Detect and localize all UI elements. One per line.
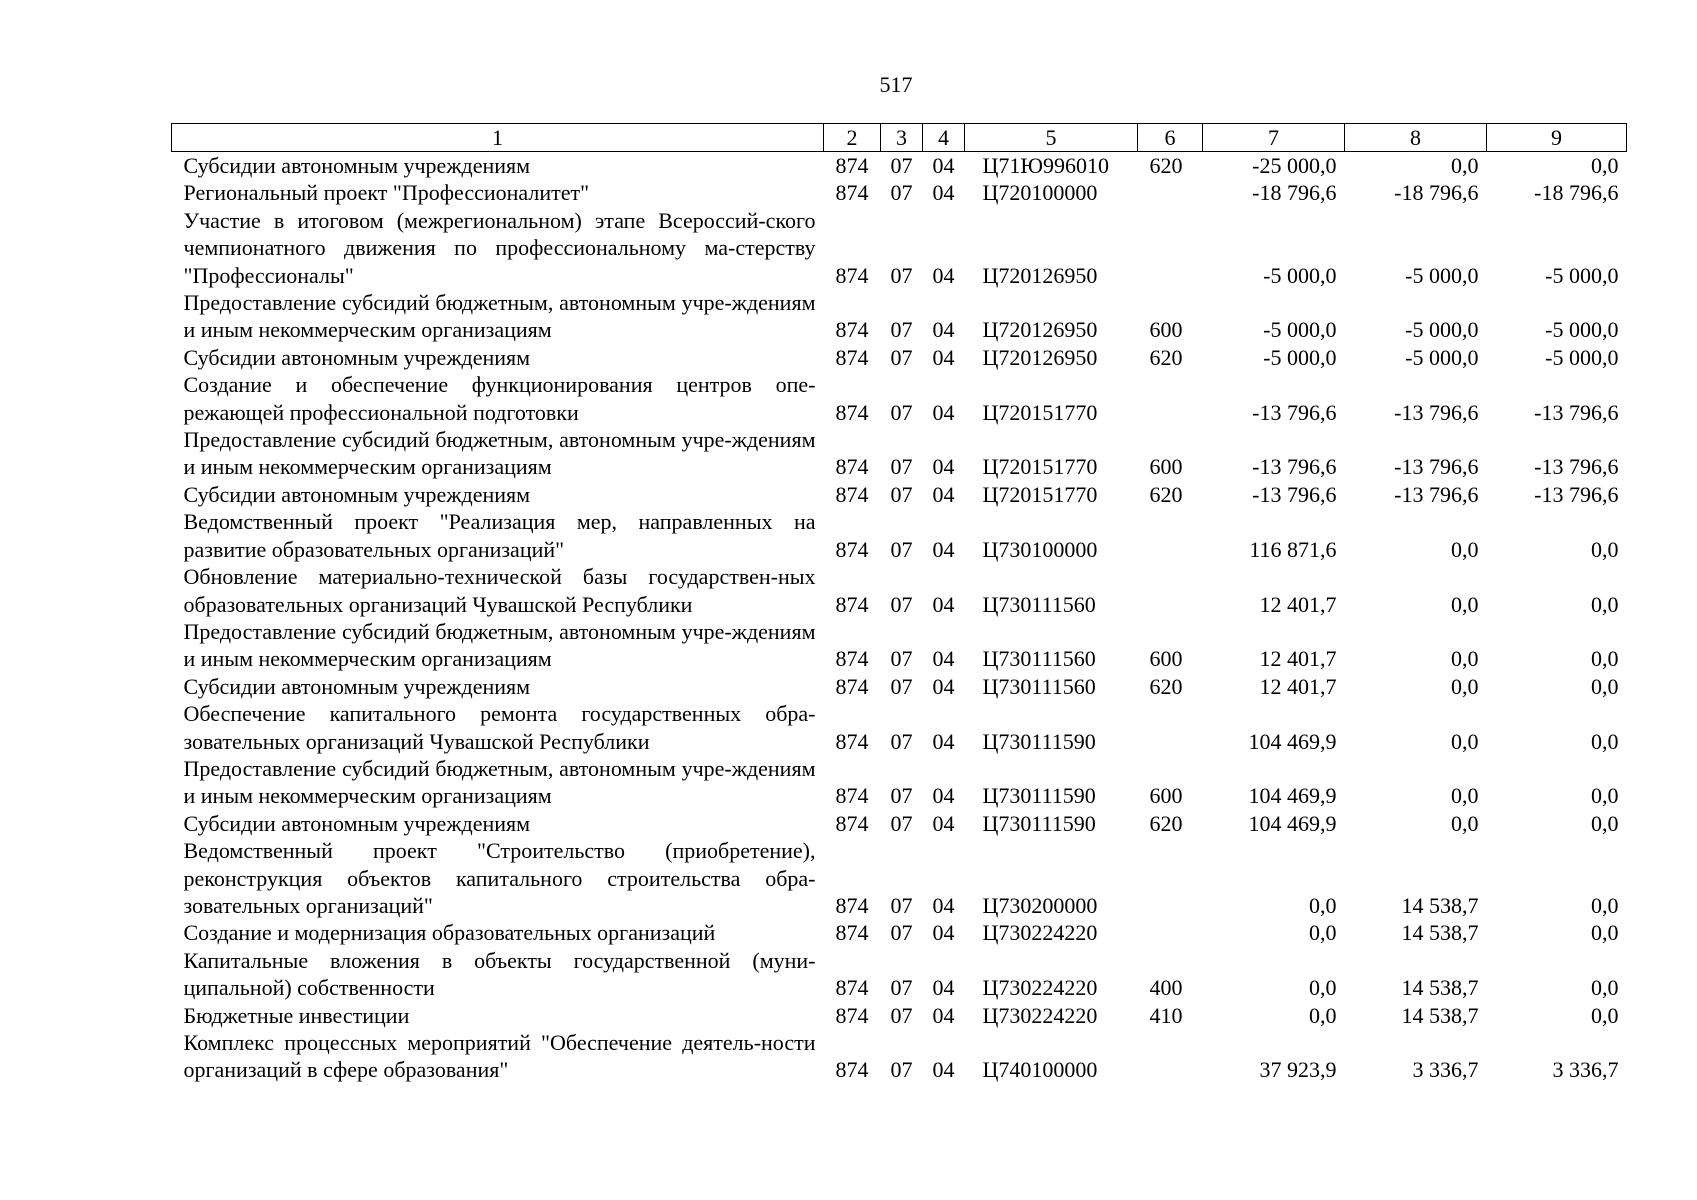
amount-col-8: -5 000,0 (1405, 317, 1479, 343)
target-article-code: Ц730224220 (982, 920, 1098, 946)
target-article-code: Ц730111590 (982, 728, 1096, 754)
ministry-code: 874 (835, 153, 869, 178)
ministry-code: 874 (835, 536, 869, 562)
ministry-code: 874 (835, 892, 869, 918)
item-name: Региональный проект "Профессионалитет" (183, 180, 590, 206)
amount-col-8: 0,0 (1451, 153, 1479, 178)
page-number: 517 (879, 72, 913, 97)
target-article-code: Ц730111590 (982, 810, 1096, 836)
section-code: 07 (890, 646, 913, 672)
expense-type-code: 600 (1149, 317, 1183, 343)
column-number-9: 9 (1487, 124, 1627, 152)
column-number-7: 7 (1203, 124, 1345, 152)
target-article-code: Ц720126950 (982, 317, 1098, 343)
item-name: Бюджетные инвестиции (183, 1002, 410, 1028)
target-article-code: Ц730200000 (982, 892, 1098, 918)
ministry-code: 874 (835, 810, 869, 836)
target-article-code: Ц730224220 (982, 975, 1098, 1001)
amount-col-9: 0,0 (1591, 536, 1619, 562)
amount-col-9: -13 796,6 (1534, 481, 1619, 507)
expense-type-code: 620 (1149, 153, 1183, 178)
amount-col-7: -5 000,0 (1263, 262, 1337, 288)
target-article-code: Ц730111560 (982, 673, 1096, 699)
amount-col-8: 14 538,7 (1401, 920, 1479, 946)
amount-col-8: 0,0 (1451, 646, 1479, 672)
amount-col-9: 0,0 (1591, 1002, 1619, 1028)
amount-col-9: 0,0 (1591, 591, 1619, 617)
amount-col-7: 12 401,7 (1259, 646, 1337, 672)
section-code: 07 (890, 344, 913, 370)
target-article-code: Ц720151770 (982, 481, 1098, 507)
table-row (172, 1002, 1627, 1029)
amount-col-8: 14 538,7 (1401, 892, 1479, 918)
subsection-code: 04 (932, 673, 955, 699)
amount-col-9: 0,0 (1591, 646, 1619, 672)
subsection-code: 04 (932, 728, 955, 754)
target-article-code: Ц720100000 (982, 180, 1098, 206)
amount-col-8: -5 000,0 (1405, 262, 1479, 288)
table-row (172, 947, 1627, 1002)
ministry-code: 874 (835, 591, 869, 617)
table-row (172, 481, 1627, 508)
item-name: Субсидии автономным учреждениям (183, 344, 531, 370)
amount-col-7: 0,0 (1309, 975, 1337, 1001)
expense-type-code: 620 (1149, 481, 1183, 507)
section-code: 07 (890, 673, 913, 699)
amount-col-7: -25 000,0 (1252, 153, 1337, 178)
item-name: Участие в итоговом (межрегиональном) этапе Всероссий-ского чемпионатного движения по профессиональному ма-стерству "Профессионалы" (183, 207, 816, 288)
section-code: 07 (890, 399, 913, 425)
target-article-code: Ц730111560 (982, 646, 1096, 672)
amount-col-9: 0,0 (1591, 920, 1619, 946)
section-code: 07 (890, 810, 913, 836)
amount-col-7: 0,0 (1309, 920, 1337, 946)
target-article-code: Ц730111560 (982, 591, 1096, 617)
subsection-code: 04 (932, 536, 955, 562)
item-name: Субсидии автономным учреждениям (183, 810, 531, 836)
ministry-code: 874 (835, 180, 869, 206)
expense-type-code (1138, 207, 1203, 289)
amount-col-9: 0,0 (1591, 892, 1619, 918)
expense-type-code (1138, 700, 1203, 755)
expense-type-code (1138, 1029, 1203, 1084)
section-code: 07 (890, 153, 913, 178)
ministry-code: 874 (835, 481, 869, 507)
expense-type-code: 600 (1149, 454, 1183, 480)
expense-type-code: 620 (1149, 673, 1183, 699)
ministry-code: 874 (835, 728, 869, 754)
item-name: Комплекс процессных мероприятий "Обеспечение деятель-ности организаций в сфере образования" (183, 1030, 816, 1083)
item-name: Ведомственный проект "Строительство (приобретение), реконструкция объектов капитального строительства обра-зовательных организаций" (183, 838, 816, 918)
section-code: 07 (890, 920, 913, 946)
column-number-1: 1 (172, 124, 824, 152)
target-article-code: Ц730224220 (982, 1002, 1098, 1028)
ministry-code: 874 (835, 783, 869, 809)
expense-type-code: 600 (1149, 783, 1183, 809)
item-name: Создание и обеспечение функционирования центров опе-режающей профессиональной подготовки (183, 372, 816, 425)
amount-col-8: -13 796,6 (1394, 481, 1479, 507)
ministry-code: 874 (835, 1002, 869, 1028)
item-name: Создание и модернизация образовательных организаций (183, 920, 716, 946)
amount-col-8: 0,0 (1451, 673, 1479, 699)
item-name: Обеспечение капитального ремонта государственных обра-зовательных организаций Чувашской Республики (183, 701, 816, 754)
amount-col-8: 0,0 (1451, 728, 1479, 754)
ministry-code: 874 (835, 673, 869, 699)
target-article-code: Ц720126950 (982, 262, 1098, 288)
table-row (172, 673, 1627, 700)
expense-type-code: 620 (1149, 344, 1183, 370)
column-number-3: 3 (881, 124, 923, 152)
table-row (172, 344, 1627, 371)
subsection-code: 04 (932, 646, 955, 672)
amount-col-8: -13 796,6 (1394, 399, 1479, 425)
section-code: 07 (890, 180, 913, 206)
amount-col-7: 0,0 (1309, 892, 1337, 918)
subsection-code: 04 (932, 920, 955, 946)
section-code: 07 (890, 317, 913, 343)
subsection-code: 04 (932, 1057, 955, 1083)
header-row (172, 124, 1627, 152)
ministry-code: 874 (835, 344, 869, 370)
amount-col-9: -13 796,6 (1534, 399, 1619, 425)
section-code: 07 (890, 783, 913, 809)
table-row (172, 508, 1627, 563)
table-row (172, 755, 1627, 810)
section-code: 07 (890, 262, 913, 288)
amount-col-7: 12 401,7 (1259, 591, 1337, 617)
expense-type-code (1138, 371, 1203, 426)
amount-col-7: -13 796,6 (1252, 481, 1337, 507)
subsection-code: 04 (932, 317, 955, 343)
table-row (172, 371, 1627, 426)
table-row (172, 207, 1627, 289)
subsection-code: 04 (932, 1002, 955, 1028)
table-row (172, 289, 1627, 344)
ministry-code: 874 (835, 317, 869, 343)
amount-col-7: -5 000,0 (1263, 317, 1337, 343)
table-row (172, 919, 1627, 946)
item-name: Предоставление субсидий бюджетным, автономным учре-ждениям и иным некоммерческим организациям (183, 290, 816, 343)
table-row (172, 810, 1627, 837)
table-body (172, 152, 1627, 1084)
table-row (172, 152, 1627, 180)
table-row (172, 1029, 1627, 1084)
amount-col-7: 12 401,7 (1259, 673, 1337, 699)
amount-col-9: -5 000,0 (1545, 344, 1619, 370)
column-number-4: 4 (923, 124, 965, 152)
subsection-code: 04 (932, 591, 955, 617)
ministry-code: 874 (835, 1057, 869, 1083)
amount-col-7: -18 796,6 (1252, 180, 1337, 206)
item-name: Субсидии автономным учреждениям (183, 481, 531, 507)
amount-col-9: 0,0 (1591, 673, 1619, 699)
column-number-6: 6 (1138, 124, 1203, 152)
amount-col-8: 3 336,7 (1412, 1057, 1479, 1083)
target-article-code: Ц730100000 (982, 536, 1098, 562)
target-article-code: Ц740100000 (982, 1057, 1098, 1083)
section-code: 07 (890, 892, 913, 918)
amount-col-9: 0,0 (1591, 728, 1619, 754)
column-number-8: 8 (1345, 124, 1487, 152)
subsection-code: 04 (932, 783, 955, 809)
amount-col-8: -5 000,0 (1405, 344, 1479, 370)
subsection-code: 04 (932, 153, 955, 178)
amount-col-8: 0,0 (1451, 591, 1479, 617)
table-row (172, 700, 1627, 755)
item-name: Субсидии автономным учреждениям (183, 153, 531, 178)
target-article-code: Ц730111590 (982, 783, 1096, 809)
amount-col-9: 3 336,7 (1552, 1057, 1619, 1083)
subsection-code: 04 (932, 180, 955, 206)
amount-col-9: -5 000,0 (1545, 262, 1619, 288)
table-row (172, 179, 1627, 206)
table-row (172, 426, 1627, 481)
amount-col-7: 104 469,9 (1248, 810, 1337, 836)
amount-col-8: 14 538,7 (1401, 975, 1479, 1001)
amount-col-8: -18 796,6 (1394, 180, 1479, 206)
expense-type-code: 620 (1149, 810, 1183, 836)
section-code: 07 (890, 481, 913, 507)
amount-col-8: -13 796,6 (1394, 454, 1479, 480)
item-name: Капитальные вложения в объекты государственной (муни-ципальной) собственности (183, 947, 816, 1001)
amount-col-7: -13 796,6 (1252, 454, 1337, 480)
section-code: 07 (890, 454, 913, 480)
ministry-code: 874 (835, 646, 869, 672)
subsection-code: 04 (932, 810, 955, 836)
table-header (172, 124, 1627, 152)
target-article-code: Ц720151770 (982, 399, 1098, 425)
ministry-code: 874 (835, 454, 869, 480)
subsection-code: 04 (932, 344, 955, 370)
section-code: 07 (890, 728, 913, 754)
amount-col-7: -13 796,6 (1252, 399, 1337, 425)
amount-col-8: 0,0 (1451, 783, 1479, 809)
target-article-code: Ц720126950 (982, 344, 1098, 370)
item-name: Предоставление субсидий бюджетным, автономным учре-ждениям и иным некоммерческим организациям (183, 427, 816, 480)
expense-type-code (1138, 919, 1203, 946)
item-name: Субсидии автономным учреждениям (183, 673, 531, 699)
column-number-5: 5 (965, 124, 1138, 152)
ministry-code: 874 (835, 262, 869, 288)
target-article-code: Ц720151770 (982, 454, 1098, 480)
subsection-code: 04 (932, 481, 955, 507)
subsection-code: 04 (932, 892, 955, 918)
target-article-code: Ц71Ю996010 (982, 153, 1109, 178)
expense-type-code (1138, 563, 1203, 618)
amount-col-9: -18 796,6 (1534, 180, 1619, 206)
amount-col-9: 0,0 (1591, 153, 1619, 178)
column-number-2: 2 (824, 124, 881, 152)
subsection-code: 04 (932, 454, 955, 480)
amount-col-8: 14 538,7 (1401, 1002, 1479, 1028)
section-code: 07 (890, 536, 913, 562)
amount-col-9: 0,0 (1591, 783, 1619, 809)
amount-col-7: 104 469,9 (1248, 783, 1337, 809)
amount-col-7: 116 871,6 (1249, 536, 1337, 562)
budget-table (171, 123, 1627, 1084)
expense-type-code: 410 (1149, 1002, 1183, 1028)
amount-col-7: 0,0 (1309, 1002, 1337, 1028)
expense-type-code (1138, 508, 1203, 563)
subsection-code: 04 (932, 975, 955, 1001)
ministry-code: 874 (835, 920, 869, 946)
table-row (172, 837, 1627, 919)
ministry-code: 874 (835, 975, 869, 1001)
amount-col-8: 0,0 (1451, 810, 1479, 836)
expense-type-code (1138, 837, 1203, 919)
amount-col-7: 37 923,9 (1259, 1057, 1337, 1083)
expense-type-code: 600 (1149, 646, 1183, 672)
table-row (172, 618, 1627, 673)
item-name: Предоставление субсидий бюджетным, автономным учре-ждениям и иным некоммерческим организациям (183, 618, 816, 672)
subsection-code: 04 (932, 262, 955, 288)
amount-col-8: 0,0 (1451, 536, 1479, 562)
section-code: 07 (890, 975, 913, 1001)
subsection-code: 04 (932, 399, 955, 425)
ministry-code: 874 (835, 399, 869, 425)
item-name: Обновление материально-технической базы государствен-ных образовательных организаций Чувашской Республики (183, 564, 816, 617)
amount-col-9: 0,0 (1591, 810, 1619, 836)
table-row (172, 563, 1627, 618)
section-code: 07 (890, 1057, 913, 1083)
expense-type-code: 400 (1149, 975, 1183, 1001)
amount-col-9: 0,0 (1591, 975, 1619, 1001)
item-name: Ведомственный проект "Реализация мер, направленных на развитие образовательных организаций" (183, 509, 816, 562)
item-name: Предоставление субсидий бюджетным, автономным учре-ждениям и иным некоммерческим организациям (183, 755, 816, 809)
amount-col-7: 104 469,9 (1248, 728, 1337, 754)
section-code: 07 (890, 591, 913, 617)
expense-type-code (1138, 179, 1203, 206)
amount-col-7: -5 000,0 (1263, 344, 1337, 370)
amount-col-9: -5 000,0 (1545, 317, 1619, 343)
section-code: 07 (890, 1002, 913, 1028)
amount-col-9: -13 796,6 (1534, 454, 1619, 480)
